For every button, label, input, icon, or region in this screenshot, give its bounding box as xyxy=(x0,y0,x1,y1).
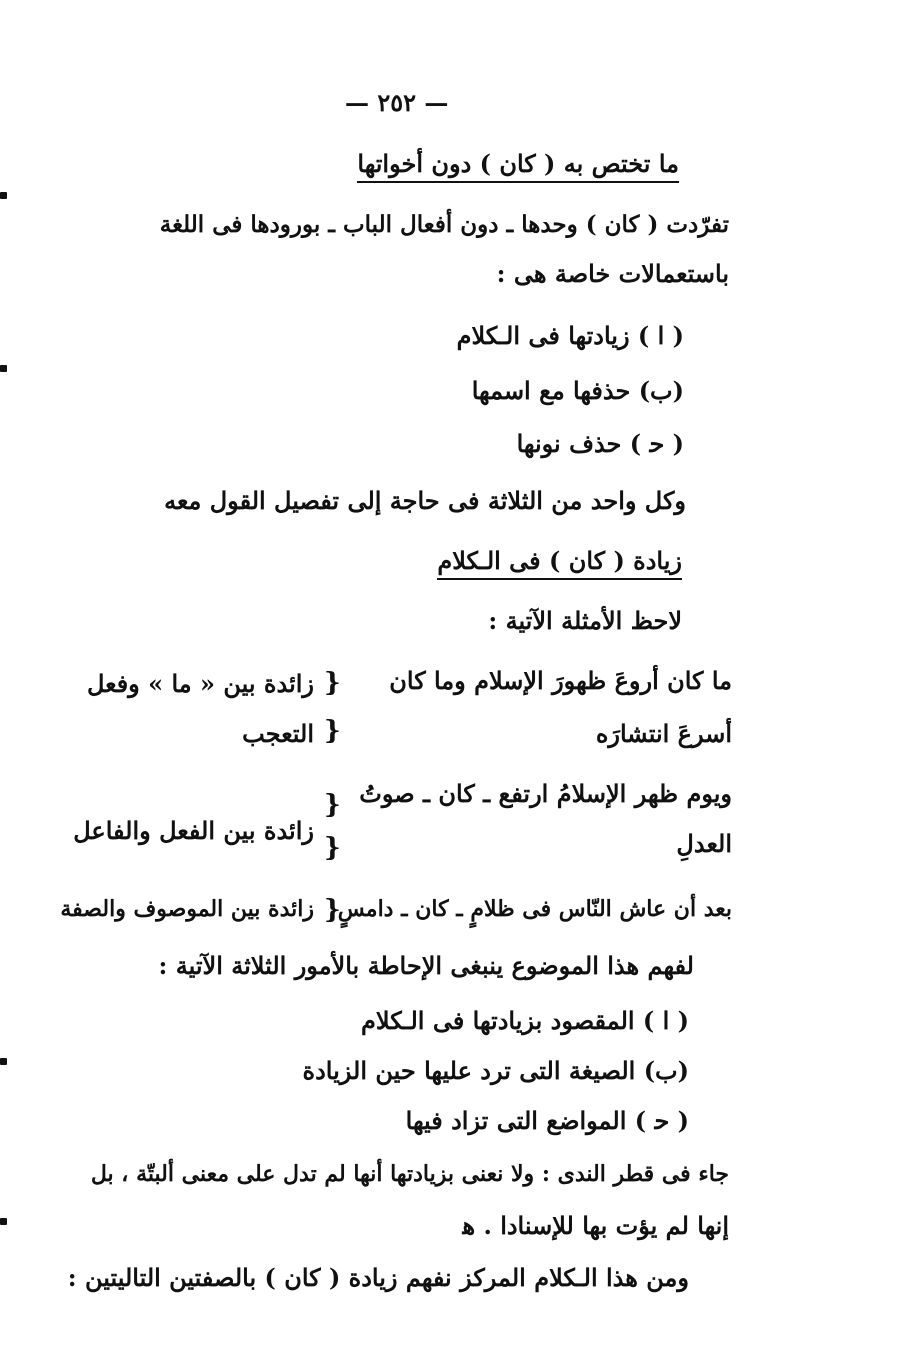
understand-line: لفهم هذا الموضوع ينبغى الإحاطة بالأمور الثلاثة الآتية : xyxy=(158,951,694,980)
margin-mark xyxy=(0,1218,7,1225)
use-item-b: (ب) حذفها مع اسمها xyxy=(471,376,684,405)
each-line: وكل واحد من الثلاثة فى حاجة إلى تفصيل القول معه xyxy=(164,486,686,515)
use-item-a: ( ا ) زيادتها فى الـكلام xyxy=(456,321,684,350)
example-1-note-2: التعجب xyxy=(242,719,314,748)
brace-icon: { xyxy=(324,833,341,863)
quote-line-2: إنها لم يؤت بها للإسنادا . ﻫ xyxy=(462,1211,729,1240)
example-1-line-1: ما كان أروعَ ظهورَ الإسلام وما كان xyxy=(389,666,732,695)
brace-icon: { xyxy=(324,895,341,925)
brace-icon: { xyxy=(324,790,341,820)
margin-mark xyxy=(0,1058,7,1065)
example-2-line-1: ويوم ظهر الإسلامُ ارتفع ـ كان ـ صوتُ xyxy=(359,779,732,808)
section-heading-1: ما تختص به ( كان ) دون أخواتها xyxy=(357,148,679,183)
example-3-line-1: بعد أن عاش النّاس فى ظلامٍ ـ كان ـ دامسٍ xyxy=(337,896,732,922)
notice-line: لاحظ الأمثلة الآتية : xyxy=(488,606,682,635)
example-2-line-2: العدلِ xyxy=(676,829,732,858)
point-b: (ب) الصيغة التى ترد عليها حين الزيادة xyxy=(302,1056,689,1085)
example-3-note: زائدة بين الموصوف والصفة xyxy=(60,896,314,922)
quote-line-1: جاء فى قطر الندى : ولا نعنى بزيادتها أنها لم تدل على معنى ألبتّة ، بل xyxy=(90,1161,729,1187)
margin-mark xyxy=(0,192,7,199)
point-c: ( ﺣ ) المواضع التى تزاد فيها xyxy=(405,1106,689,1135)
point-a: ( ا ) المقصود بزيادتها فى الـكلام xyxy=(361,1006,689,1035)
page-number: — ٢٥٢ — xyxy=(345,88,449,117)
example-1-line-2: أسرعَ انتشارَه xyxy=(595,719,732,748)
brace-icon: { xyxy=(324,716,341,746)
brace-icon: { xyxy=(324,668,341,698)
example-2-note: زائدة بين الفعل والفاعل xyxy=(73,816,314,845)
intro-line-1: تفرّدت ( كان ) وحدها ـ دون أفعال الباب ـ بورودها فى اللغة xyxy=(159,211,729,238)
intro-line-2: باستعمالات خاصة هى : xyxy=(496,259,729,288)
margin-mark xyxy=(0,365,7,372)
section-heading-2: زيادة ( كان ) فى الـكلام xyxy=(437,545,682,580)
final-line: ومن هذا الـكلام المركز نفهم زيادة ( كان ) بالصفتين التاليتين : xyxy=(67,1263,689,1292)
example-1-note-1: زائدة بين « ما » وفعل xyxy=(86,669,314,698)
use-item-c: ( ﺣ ) حذف نونها xyxy=(516,429,684,458)
